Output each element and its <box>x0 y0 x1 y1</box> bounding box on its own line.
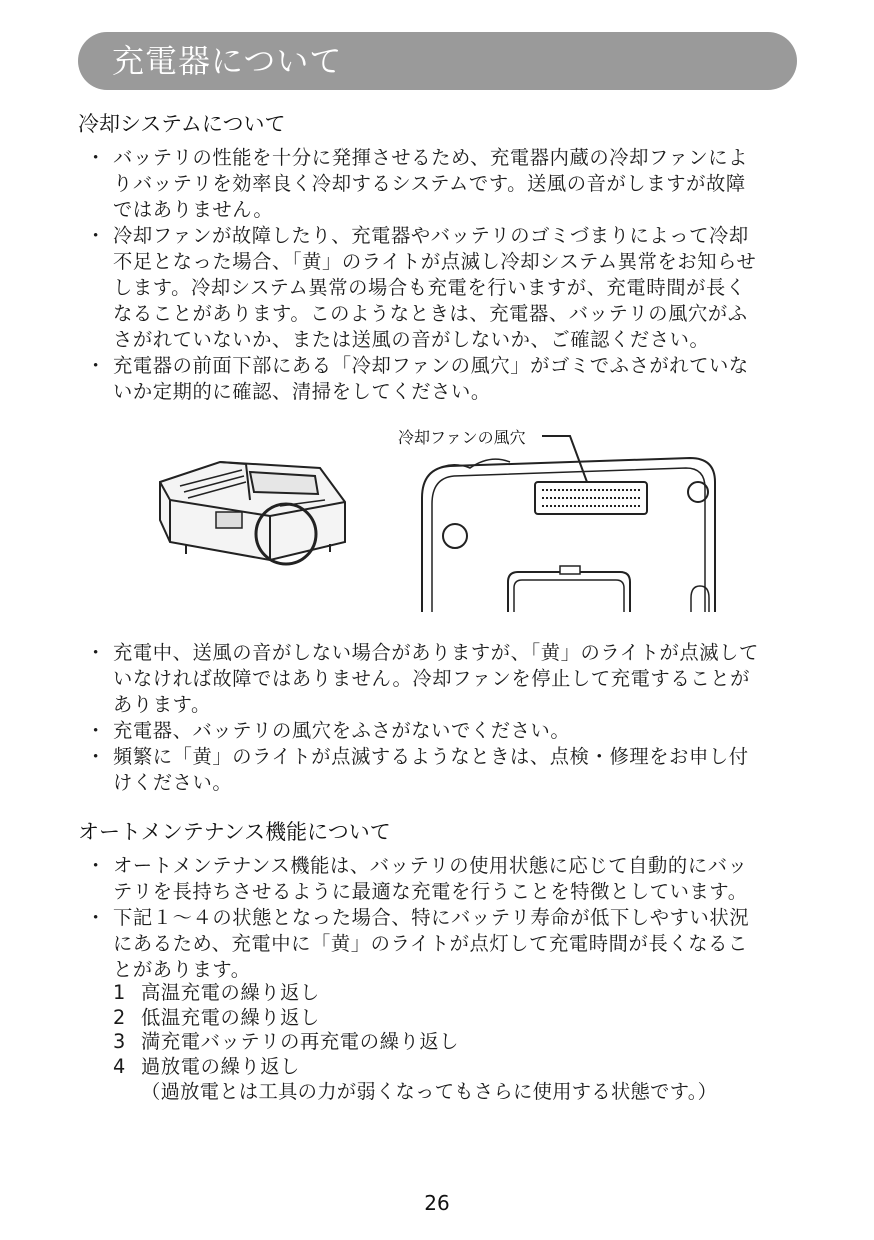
item-line: いか定期的に確認、清掃をしてください。 <box>113 380 491 403</box>
condition-number: 1 <box>113 981 126 1004</box>
bullet-dot: ・ <box>86 641 106 664</box>
item-line: 不足となった場合、「黄」のライトが点滅し冷却システム異常をお知らせ <box>113 250 757 273</box>
condition-item <box>113 981 803 1006</box>
item-line: 充電器の前面下部にある「冷却ファンの風穴」がゴミでふさがれていな <box>113 354 749 377</box>
list-item <box>86 853 800 905</box>
maintenance-list <box>86 853 800 983</box>
fan-vent-label: 冷却ファンの風穴 <box>398 428 526 447</box>
list-item <box>86 223 800 353</box>
condition-number: 2 <box>113 1005 126 1029</box>
cooling-list <box>86 145 800 405</box>
item-line: いなければ故障ではありません。冷却ファンを停止して充電することが <box>113 667 750 690</box>
condition-text: 過放電の繰り返し <box>141 1054 301 1078</box>
item-line: 下記１～４の状態となった場合、特にバッテリ寿命が低下しやすい状況 <box>113 906 750 929</box>
list-item <box>86 145 800 223</box>
page-number: 26 <box>424 1191 450 1215</box>
item-line: オートメンテナンス機能は、バッテリの使用状態に応じて自動的にバッ <box>113 854 748 877</box>
item-line: ではありません。 <box>113 198 274 221</box>
list-item <box>86 640 800 718</box>
condition-text: 高温充電の繰り返し <box>141 981 320 1004</box>
item-line: さがれていないか、または送風の音がしないか、ご確認ください。 <box>113 328 710 351</box>
list-item <box>86 905 800 983</box>
condition-item <box>113 1055 803 1080</box>
condition-number: 3 <box>113 1030 126 1053</box>
item-line: 頻繁に「黄」のライトが点滅するようなときは、点検・修理をお申し付 <box>113 745 749 768</box>
charger-figure <box>150 420 730 632</box>
bullet-dot: ・ <box>86 224 106 247</box>
cooling-list-after <box>86 640 800 796</box>
item-line: 充電中、送風の音がしない場合がありますが、「黄」のライトが点滅して <box>113 641 759 664</box>
bullet-dot: ・ <box>86 854 106 877</box>
cooling-heading: 冷却システムについて <box>78 112 286 136</box>
item-line: にあるため、充電中に「黄」のライトが点灯して充電時間が長くなるこ <box>113 932 748 955</box>
charger-illustration <box>150 420 730 632</box>
item-line: テリを長持ちさせるように最適な充電を行うことを特徴としています。 <box>113 880 748 903</box>
condition-item <box>113 1006 803 1031</box>
bullet-dot: ・ <box>86 354 106 377</box>
title-bar <box>78 32 797 90</box>
condition-text: 満充電バッテリの再充電の繰り返し <box>141 1030 460 1053</box>
list-item <box>86 353 800 405</box>
list-item <box>86 744 800 796</box>
condition-item <box>113 1030 803 1055</box>
item-line: します。冷却システム異常の場合も充電を行いますが、充電時間が長く <box>113 276 746 299</box>
condition-number: 4 <box>113 1054 126 1078</box>
item-line: とがあります。 <box>113 958 251 981</box>
item-line: りバッテリを効率良く冷却するシステムです。送風の音がしますが故障 <box>113 172 746 195</box>
condition-text: 低温充電の繰り返し <box>141 1005 320 1029</box>
item-line: けください。 <box>113 771 233 794</box>
bullet-dot: ・ <box>86 745 106 768</box>
conditions-list <box>113 981 803 1105</box>
item-line: なることがあります。このようなときは、充電器、バッテリの風穴がふ <box>113 302 748 325</box>
bullet-dot: ・ <box>86 719 106 742</box>
item-line: 充電器、バッテリの風穴をふさがないでください。 <box>113 719 571 742</box>
bullet-dot: ・ <box>86 146 106 169</box>
over-discharge-note: （過放電とは工具の力が弱くなってもさらに使用する状態です。） <box>141 1080 718 1103</box>
item-line: バッテリの性能を十分に発揮させるため、充電器内蔵の冷却ファンによ <box>113 146 749 169</box>
maintenance-heading: オートメンテナンス機能について <box>78 820 391 844</box>
item-line: 冷却ファンが故障したり、充電器やバッテリのゴミづまりによって冷却 <box>113 224 749 247</box>
bullet-dot: ・ <box>86 906 106 929</box>
item-line: あります。 <box>113 693 211 716</box>
list-item <box>86 718 800 744</box>
page-title: 充電器について <box>112 42 343 80</box>
